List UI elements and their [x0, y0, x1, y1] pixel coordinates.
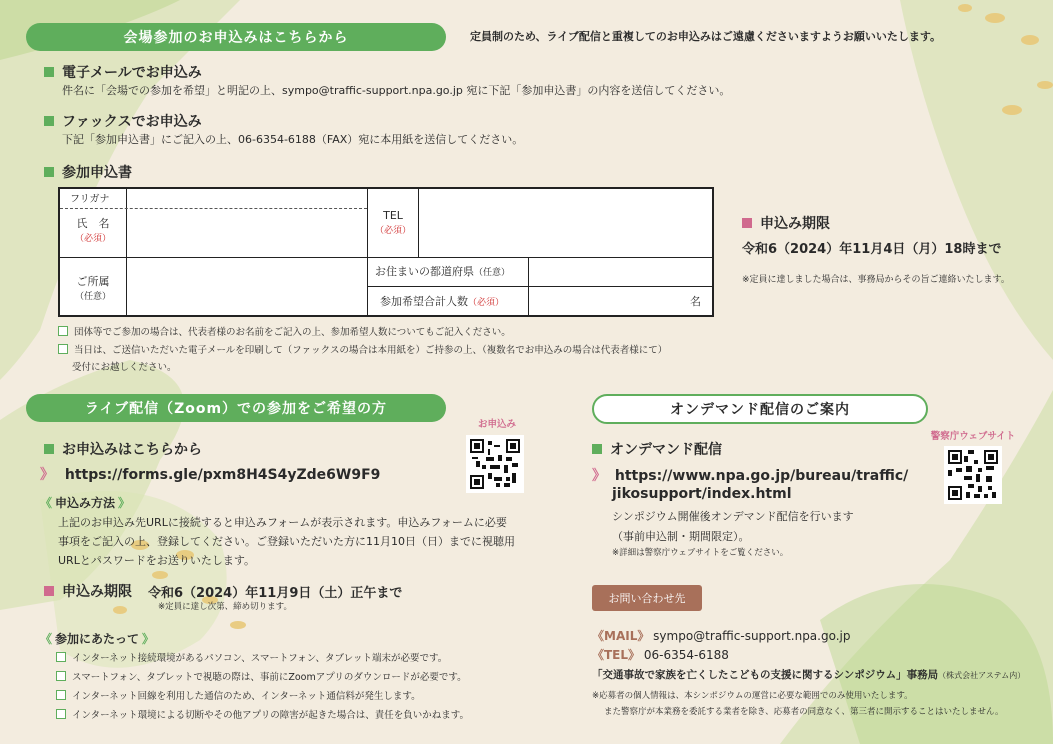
venue-application-pill [26, 23, 446, 51]
venue-deadline-heading [742, 213, 830, 233]
tel-field[interactable] [419, 189, 712, 257]
form-note-2: 当日は、ご送信いただいた電子メールを印刷して（ファックスの場合は本用紙を）ご持参の上、（複数名でお申込みの場合は代表者様にて） [58, 343, 667, 359]
live-url-link[interactable]: https://forms.gle/pxm8H4S4yZde6W9F9 [64, 467, 381, 483]
ondemand-pill [592, 394, 928, 424]
form-note-3: 受付にお越しください。 [72, 362, 177, 373]
contact-mail-link[interactable]: sympo@traffic-support.npa.go.jp [653, 629, 851, 643]
live-url-line [40, 464, 380, 484]
ondemand-title: オンデマンド配信 [610, 442, 722, 458]
live-qr-label: お申込み [477, 419, 516, 430]
green-square-icon [44, 167, 54, 177]
checkbox-icon [58, 344, 68, 354]
prefecture-field[interactable] [529, 258, 712, 286]
venue-notice: 定員制のため、ライブ配信と重複してのお申込みはご遠慮くださいますようお願いいたします。 [470, 30, 942, 43]
live-pill-label: ライブ配信（Zoom）での参加をご希望の方 [84, 401, 388, 417]
ondemand-note: ※詳細は警察庁ウェブサイトをご覧ください。 [612, 548, 789, 558]
privacy-note-1: ※応募者の個人情報は、本シンポジウムの運営に必要な範囲でのみ使用いたします。 [592, 691, 913, 701]
venue-deadline-date: 令和6（2024）年11月4日（月）18時まで [742, 242, 1002, 257]
live-qr-code[interactable] [466, 435, 524, 493]
headcount-label: 参加希望合計人数（必須） [380, 295, 505, 308]
affiliation-optional: （任意） [74, 292, 111, 302]
checkbox-icon [56, 671, 66, 681]
affiliation-field[interactable] [127, 258, 367, 315]
participation-note-3: インターネット回線を利用した通信のため、インターネット通信料が発生します。 [56, 689, 421, 705]
headcount-field[interactable] [529, 287, 712, 315]
method-line-2: 事項をご記入の上、登録してください。ご登録いただいた方に11月10日（日）までに視聴用 [58, 535, 515, 548]
headcount-unit: 名 [690, 295, 701, 308]
prefecture-label: お住まいの都道府県（任意） [375, 265, 511, 278]
method-line-1: 上記のお申込み先URLに接続すると申込みフォームが表示されます。申込みフォームに必要 [58, 516, 507, 529]
email-section-title: 電子メールでお申込み [62, 65, 202, 81]
green-square-icon [592, 444, 602, 454]
form-title: 参加申込書 [62, 165, 132, 181]
name-field[interactable] [127, 209, 367, 257]
contact-tel-line [592, 646, 729, 663]
live-apply-heading [44, 439, 202, 459]
venue-deadline-title: 申込み期限 [760, 216, 830, 232]
tel-label: TEL （必須） [368, 209, 418, 236]
chevron-right-icon: 》 [40, 467, 54, 483]
participation-note-4: インターネット環境による切断やその他アプリの障害が起きた場合は、責任を負いかねます。 [56, 708, 469, 724]
contact-tel-link[interactable]: 06-6354-6188 [643, 648, 729, 662]
npa-qr-code[interactable] [944, 446, 1002, 504]
live-pill [26, 394, 446, 422]
pink-square-icon [44, 586, 54, 596]
tel-label-contact: 《TEL》 [592, 648, 641, 662]
email-section-body: 件名に「会場での参加を希望」と明記の上、sympo@traffic-support.npa.go.jp 宛に下記「参加申込書」の内容を送信してください。 [62, 84, 731, 97]
fax-section-title: ファックスでお申込み [62, 114, 202, 130]
venue-application-pill-label: 会場参加のお申込みはこちらから [123, 30, 349, 46]
live-deadline-date: 令和6（2024）年11月9日（土）正午まで [148, 585, 403, 601]
participation-note-1: インターネット接続環境があるパソコン、スマートフォン、タブレット端末が必要です。 [56, 651, 447, 667]
method-line-3: URLとパスワードをお送りいたします。 [58, 554, 255, 567]
tel-required: （必須） [374, 226, 411, 236]
name-required: （必須） [74, 234, 111, 244]
participation-notes-heading: 《 参加にあたって 》 [40, 632, 155, 646]
checkbox-icon [58, 326, 68, 336]
live-deadline-note: ※定員に達し次第、締め切ります。 [158, 602, 292, 612]
checkbox-icon [56, 709, 66, 719]
form-note-1: 団体等でご参加の場合は、代表者様のお名前をご記入の上、参加希望人数についてもご記入ください。 [58, 325, 511, 341]
npa-qr-label: 警察庁ウェブサイト [930, 431, 1016, 442]
ondemand-desc-1: シンポジウム開催後オンデマンド配信を行います [612, 510, 854, 523]
contact-button-label: お問い合わせ先 [608, 592, 686, 605]
checkbox-icon [56, 690, 66, 700]
privacy-note-2: また警察庁が本業務を委託する業者を除き、応募者の同意なく、第三者に開示することはいたしません。 [604, 707, 1004, 717]
contact-office: 「交通事故で家族を亡くしたこどもの支援に関するシンポジウム」事務局（株式会社アステム内） [592, 669, 1026, 681]
ondemand-pill-label: オンデマンド配信のご案内 [670, 402, 850, 418]
application-form [58, 187, 714, 317]
ondemand-url-link-2[interactable]: jikosupport/index.html [612, 486, 792, 502]
mail-label: 《MAIL》 [592, 629, 650, 643]
live-deadline-title: 申込み期限 [62, 584, 132, 600]
method-title: 申込み方法 [55, 496, 116, 510]
contact-mail-line [592, 627, 851, 644]
participation-note-2: スマートフォン、タブレットで視聴の際は、事前にZoomアプリのダウンロードが必要です。 [56, 670, 467, 686]
live-apply-title: お申込みはこちらから [62, 442, 202, 458]
email-section-heading [44, 62, 202, 82]
green-square-icon [44, 444, 54, 454]
ondemand-url-link[interactable]: https://www.npa.go.jp/bureau/traffic/ [614, 468, 909, 484]
pink-square-icon [742, 218, 752, 228]
ondemand-heading [592, 439, 722, 459]
form-heading [44, 162, 132, 182]
live-deadline-heading [44, 581, 402, 601]
participation-notes-title: 参加にあたって [55, 632, 140, 646]
method-heading: 《 申込み方法 》 [40, 496, 131, 510]
checkbox-icon [56, 652, 66, 662]
venue-deadline-note: ※定員に達しました場合は、事務局からその旨ご連絡いたします。 [742, 275, 1010, 285]
ondemand-url-line [592, 465, 908, 485]
ondemand-desc-2: （事前申込制・期間限定）。 [612, 530, 750, 543]
fax-section-heading [44, 111, 202, 131]
furigana-field[interactable] [127, 189, 367, 208]
fax-section-body: 下記「参加申込書」にご記入の上、06-6354-6188（FAX）宛に本用紙を送信してください。 [62, 133, 524, 146]
furigana-label: フリガナ [70, 194, 110, 205]
green-square-icon [44, 116, 54, 126]
affiliation-label: ご所属 （任意） [60, 275, 126, 302]
green-square-icon [44, 67, 54, 77]
chevron-right-icon: 》 [592, 468, 606, 484]
name-label: 氏 名 （必須） [60, 217, 126, 244]
contact-button [592, 585, 702, 611]
